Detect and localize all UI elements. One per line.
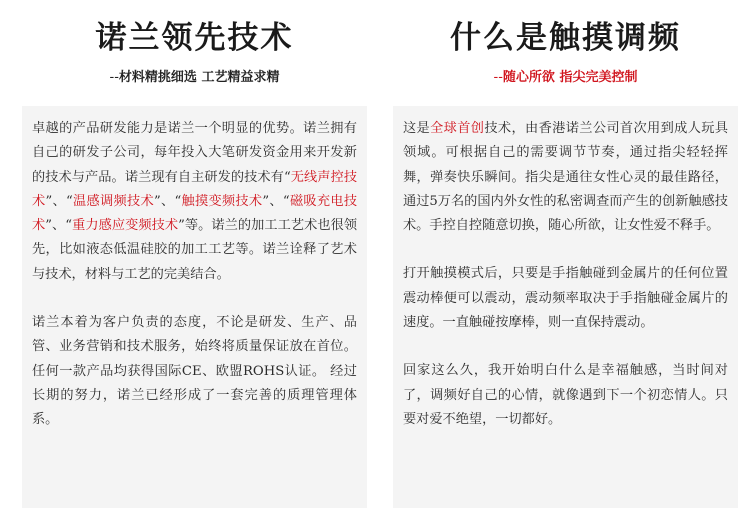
right-paragraph-2: 打开触摸模式后，只要是手指触碰到金属片的任何位置震动棒便可以震动，震动频率取决于手指触碰金属片的速度。一直触碰按摩棒，则一直保持震动。 [403, 266, 728, 331]
right-subtitle-text: 随心所欲 指尖完美控制 [502, 70, 638, 85]
left-p1-highlight: 磁吸充电技术 [32, 193, 358, 234]
right-p1-text: 这是 [403, 121, 431, 136]
right-paragraph-1 [403, 117, 728, 238]
right-subtitle [393, 69, 738, 87]
left-p1-text: ”、“ [262, 193, 290, 209]
left-p1-text: ”、“ [45, 218, 73, 234]
left-p1-highlight: 重力感应变频技术 [72, 218, 179, 234]
left-p1-text: ”、“ [153, 193, 182, 209]
left-text-box [22, 106, 367, 508]
right-p1-highlight: 全球首创 [430, 121, 485, 136]
right-paragraph-3: 回家这么久，我开始明白什么是幸福触感，当时间对了，调频好自己的心情，就像遇到下一个初恋情人。只要对爱不绝望，一切都好。 [403, 363, 728, 427]
right-text-box [393, 106, 738, 508]
left-subtitle-text: 材料精挑细选 工艺精益求精 [118, 70, 280, 85]
right-subtitle-dash: -- [493, 70, 503, 85]
left-paragraph-2: 诺兰本着为客户负责的态度，不论是研发、生产、品管、业务营销和技术服务，始终将质量保证放在首位。任何一款产品均获得国际CE、欧盟ROHS认证。 经过长期的努力，诺兰已经形成了一套完善的质理管理体系。 [32, 315, 357, 428]
left-paragraph-1 [32, 117, 357, 287]
left-title: 诺兰领先技术 [95, 20, 294, 56]
left-subtitle [22, 69, 367, 87]
left-p1-text: 卓越的产品研发能力是诺兰一个明显的优势。诺兰拥有自己的研发子公司，每年投入大笔研发资金用来开发新的技术与产品。诺兰现有自主研发的技术有“ [32, 121, 357, 185]
left-p1-highlight: 触摸变频技术 [181, 193, 263, 209]
right-title: 什么是触摸调频 [450, 20, 681, 56]
left-p1-highlight: 无线声控技术 [32, 169, 358, 209]
left-p1-text: ”、“ [45, 193, 73, 209]
left-p1-highlight: 温感调频技术 [72, 193, 154, 209]
right-p1-text: 技术，由香港诺兰公司首次用到成人玩具领域。可根据自己的需要调节节奏，通过指尖轻轻挥舞，弹奏快乐瞬间。指尖是通往女性心灵的最佳路径，通过5万名的国内外女性的私密调查而产生的创新触感技术。手控自控随意切换，随心所欲，让女性爱不释手。 [403, 121, 729, 234]
left-p1-text: ”等。诺兰的加工工艺术也很领先，比如液态低温硅胶的加工工艺等。诺兰诠释了艺术与技术，材料与工艺的完美结合。 [32, 218, 358, 282]
left-subtitle-dash: -- [109, 70, 119, 85]
